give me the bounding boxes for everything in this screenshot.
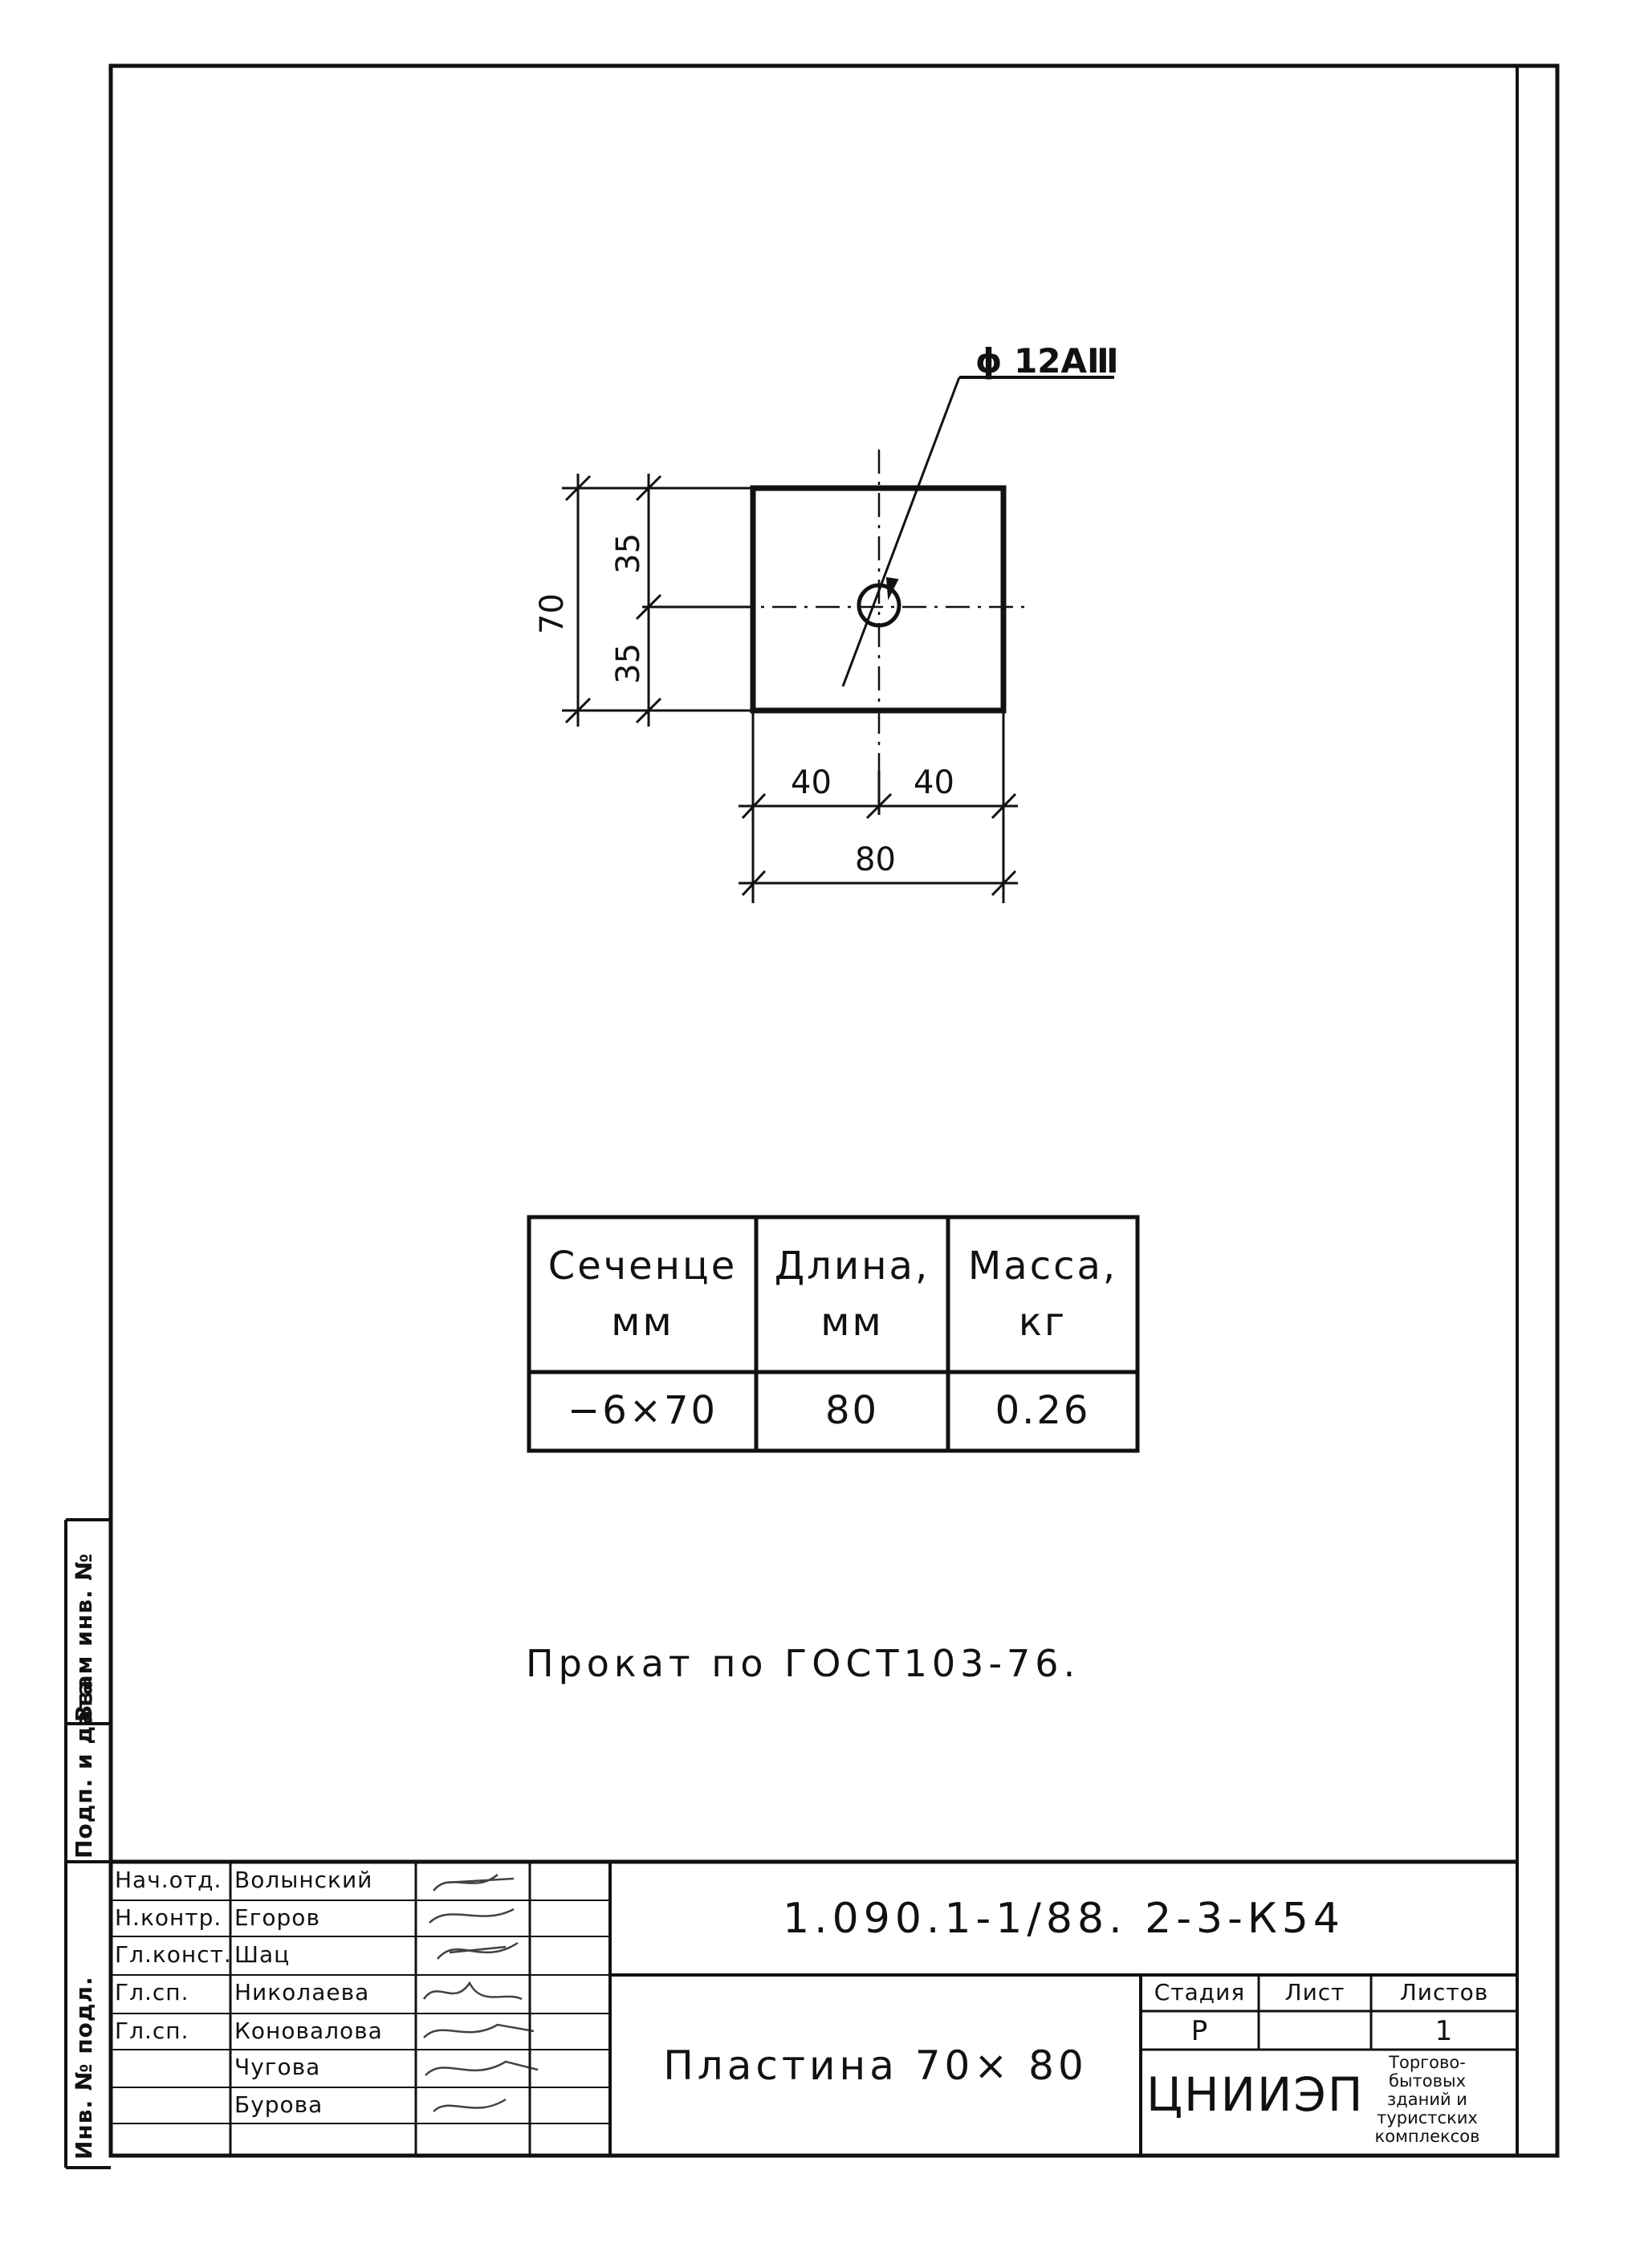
stamp-signature-date: Подп. и дата <box>71 1679 97 1859</box>
dim-total-height: 70 <box>534 593 571 634</box>
dim-total-width: 80 <box>855 841 896 878</box>
spec-cell-mass: 0.26 <box>995 1388 1091 1434</box>
document-title: Пластина 70× 80 <box>663 2042 1088 2089</box>
name-6: Чугова <box>234 2054 321 2080</box>
stage-value: Р <box>1190 2015 1209 2047</box>
dim-left: 40 <box>791 764 832 801</box>
spec-header-length: Длина, мм <box>774 1243 930 1345</box>
dim-right: 40 <box>914 764 954 801</box>
stamp-replaced-inventory: Взам инв. № <box>71 1553 97 1722</box>
vertical-dimensions <box>562 474 753 727</box>
sheet-frame <box>111 66 1557 2156</box>
spec-cell-length: 80 <box>824 1388 880 1434</box>
dim-bottom: 35 <box>610 643 647 684</box>
role-2: Н.контр. <box>115 1904 222 1931</box>
rebar-label: ϕ 12АⅢ <box>975 341 1119 381</box>
organization-name: ЦНИИЭП <box>1146 2067 1365 2122</box>
spec-header-section: Сеченце мм <box>547 1243 738 1345</box>
name-4: Николаева <box>234 1979 370 2005</box>
sheet-header: Лист <box>1284 1979 1345 2005</box>
name-2: Егоров <box>234 1904 320 1931</box>
name-1: Волынский <box>234 1867 373 1893</box>
name-7: Бурова <box>234 2091 324 2118</box>
role-1: Нач.отд. <box>115 1867 222 1893</box>
stamp-original-inventory: Инв. № подл. <box>71 1976 97 2160</box>
document-code: 1.090.1-1/88. 2-3-К54 <box>783 1894 1345 1943</box>
sheets-value: 1 <box>1434 2015 1454 2047</box>
spec-header-mass: Масса, кг <box>967 1243 1118 1345</box>
name-5: Коновалова <box>234 2018 383 2044</box>
dim-top: 35 <box>610 533 647 574</box>
name-3: Шац <box>234 1941 291 1968</box>
organization-description: Торгово- бытовых зданий и туристских комплексов <box>1374 2053 1480 2146</box>
rolled-steel-note: Прокат по ГОСТ103-76. <box>526 1642 1080 1685</box>
spec-cell-section: −6×70 <box>567 1388 718 1434</box>
signatures <box>424 1875 538 2111</box>
role-5: Гл.сп. <box>115 2018 189 2044</box>
role-4: Гл.сп. <box>115 1979 189 2005</box>
role-3: Гл.конст. <box>115 1941 232 1968</box>
sheets-header: Листов <box>1399 1979 1489 2005</box>
stage-header: Стадия <box>1154 1979 1246 2005</box>
leader-line <box>843 377 959 686</box>
